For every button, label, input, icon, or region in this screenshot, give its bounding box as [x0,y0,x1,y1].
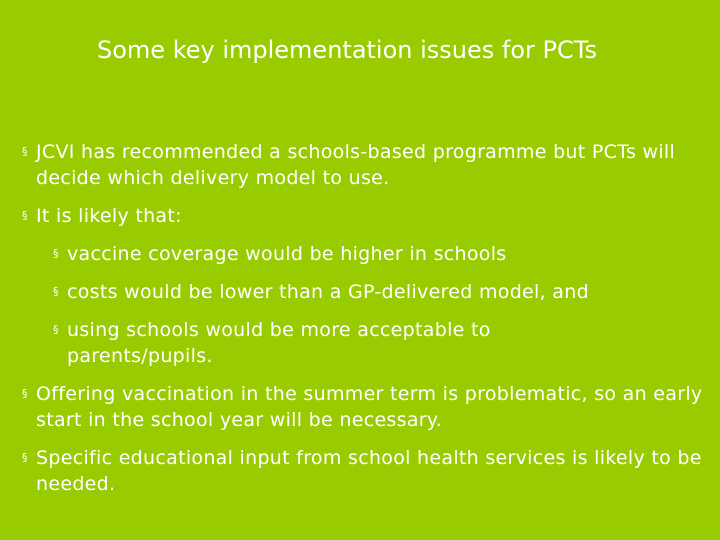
sub-bullet-text: costs would be lower than a GP-delivered model, and [67,281,589,303]
sub-bullet-item [53,317,627,369]
sub-bullet-text: vaccine coverage would be higher in schools [67,243,507,265]
bullet-item [22,445,716,497]
bullet-marker-icon: § [53,285,59,298]
bullet-marker-icon: § [22,451,28,464]
sub-bullet-item [53,279,707,305]
bullet-text: Offering vaccination in the summer term is problematic, so an early start in the school year will be necessary. [36,383,703,431]
bullet-marker-icon: § [53,247,59,260]
bullet-text: JCVI has recommended a schools-based programme but PCTs will decide which delivery model to use. [36,141,676,189]
bullet-text: Specific educational input from school health services is likely to be needed. [36,447,702,495]
bullet-marker-icon: § [22,387,28,400]
bullet-marker-icon: § [22,209,28,222]
slide-title: Some key implementation issues for PCTs [97,36,597,64]
bullet-item [22,139,696,191]
bullet-item [22,203,696,229]
sub-bullet-item [53,241,707,267]
bullet-marker-icon: § [53,323,59,336]
bullet-text: It is likely that: [36,205,182,227]
bullet-item [22,381,716,433]
bullet-marker-icon: § [22,145,28,158]
sub-bullet-text: using schools would be more acceptable to parents/pupils. [67,319,491,367]
